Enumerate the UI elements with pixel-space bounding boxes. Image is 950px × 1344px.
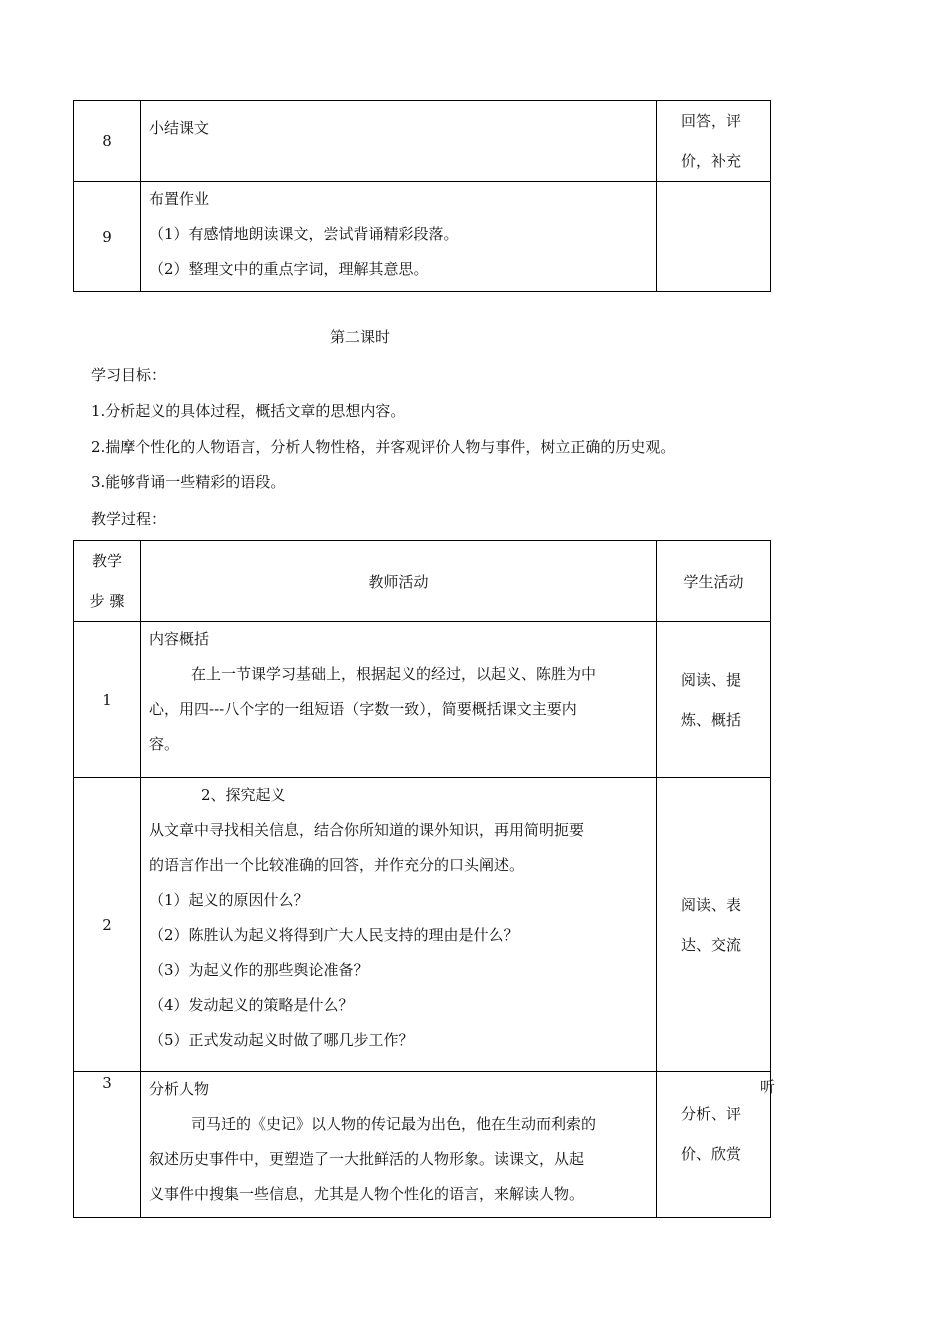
row-heading: 分析人物 (149, 1080, 210, 1098)
teacher-activity-cell (141, 778, 657, 1072)
row-heading: 2、探究起义 (201, 786, 286, 804)
table-row (74, 182, 771, 292)
step-number: 9 (74, 182, 141, 292)
student-activity-line: 价、欣赏 (681, 1145, 742, 1163)
step-number: 3 (74, 1072, 141, 1218)
student-activity-line: 炼、概括 (681, 710, 742, 729)
step-header-cell (74, 541, 141, 622)
row-heading: 布置作业 (149, 190, 210, 208)
content-line: 容。 (149, 735, 180, 753)
table-row (74, 101, 771, 182)
student-activity-line: 阅读、提 (681, 670, 742, 689)
content-line: （3）为起义作的那些舆论准备？ (149, 961, 369, 979)
goal-item: 1.分析起义的具体过程，概括文章的思想内容。 (91, 402, 406, 420)
table-row (74, 1072, 771, 1218)
step-number: 2 (74, 778, 141, 1072)
student-activity-line: 阅读、表 (681, 895, 742, 914)
content-line: （1）有感情地朗读课文，尝试背诵精彩段落。 (149, 225, 459, 243)
content-line: 义事件中搜集一些信息，尤其是人物个性化的语言，来解读人物。 (149, 1185, 585, 1203)
teacher-header: 教师活动 (141, 541, 657, 622)
teacher-activity-cell (141, 182, 657, 292)
content-line: （1）起义的原因什么？ (149, 891, 309, 909)
content-line: （4）发动起义的策略是什么？ (149, 996, 354, 1014)
content-line: （2）陈胜认为起义将得到广大人民支持的理由是什么？ (149, 926, 519, 944)
goal-item: 2.揣摩个性化的人物语言，分析人物性格，并客观评价人物与事件，树立正确的历史观。 (91, 438, 676, 456)
step-header-line: 教学 (91, 552, 122, 570)
student-header: 学生活动 (657, 541, 771, 622)
content-line: （5）正式发动起义时做了哪几步工作？ (149, 1031, 414, 1049)
student-activity-line: 分析、评 (681, 1105, 742, 1123)
content-line: 的语言作出一个比较准确的回答，并作充分的口头阐述。 (149, 856, 525, 874)
student-activity-cell (657, 622, 771, 778)
student-activity-line: 回答，评 (681, 112, 742, 130)
student-activity-line: 价，补充 (681, 152, 742, 170)
table-row (74, 778, 771, 1072)
goals-label: 学习目标： (91, 366, 167, 384)
row-heading: 内容概括 (149, 630, 210, 648)
content-line: 心，用四---八个字的一组短语（字数一致），简要概括课文主要内 (149, 700, 577, 718)
table-header-row (74, 541, 771, 622)
content-line: 司马迁的《史记》以人物的传记最为出色，他在生动而利索的 (191, 1115, 597, 1133)
stray-character: 听 (760, 1078, 776, 1096)
lesson-table-part2 (73, 540, 771, 1218)
student-activity-cell (657, 778, 771, 1072)
goal-item: 3.能够背诵一些精彩的语段。 (91, 473, 286, 491)
step-number: 1 (74, 622, 141, 778)
content-line: 从文章中寻找相关信息，结合你所知道的课外知识，再用简明扼要 (149, 821, 585, 839)
teacher-activity-text: 小结课文 (149, 119, 210, 137)
student-activity-cell (657, 101, 771, 182)
teacher-activity-cell (141, 1072, 657, 1218)
process-label: 教学过程： (91, 510, 167, 528)
teacher-activity-cell (141, 101, 657, 182)
content-line: 叙述历史事件中，更塑造了一大批鲜活的人物形象。读课文，从起 (149, 1150, 585, 1168)
teacher-activity-cell (141, 622, 657, 778)
section-title: 第二课时 (329, 328, 390, 346)
student-activity-cell (657, 182, 771, 292)
step-header-line: 步 骤 (89, 592, 125, 610)
lesson-table-part1 (73, 100, 771, 292)
step-number: 8 (74, 101, 141, 182)
content-line: 在上一节课学习基础上，根据起义的经过，以起义、陈胜为中 (191, 665, 597, 683)
table-row (74, 622, 771, 778)
content-line: （2）整理文中的重点字词，理解其意思。 (149, 260, 429, 278)
student-activity-line: 达、交流 (681, 935, 742, 954)
student-activity-cell (657, 1072, 771, 1218)
